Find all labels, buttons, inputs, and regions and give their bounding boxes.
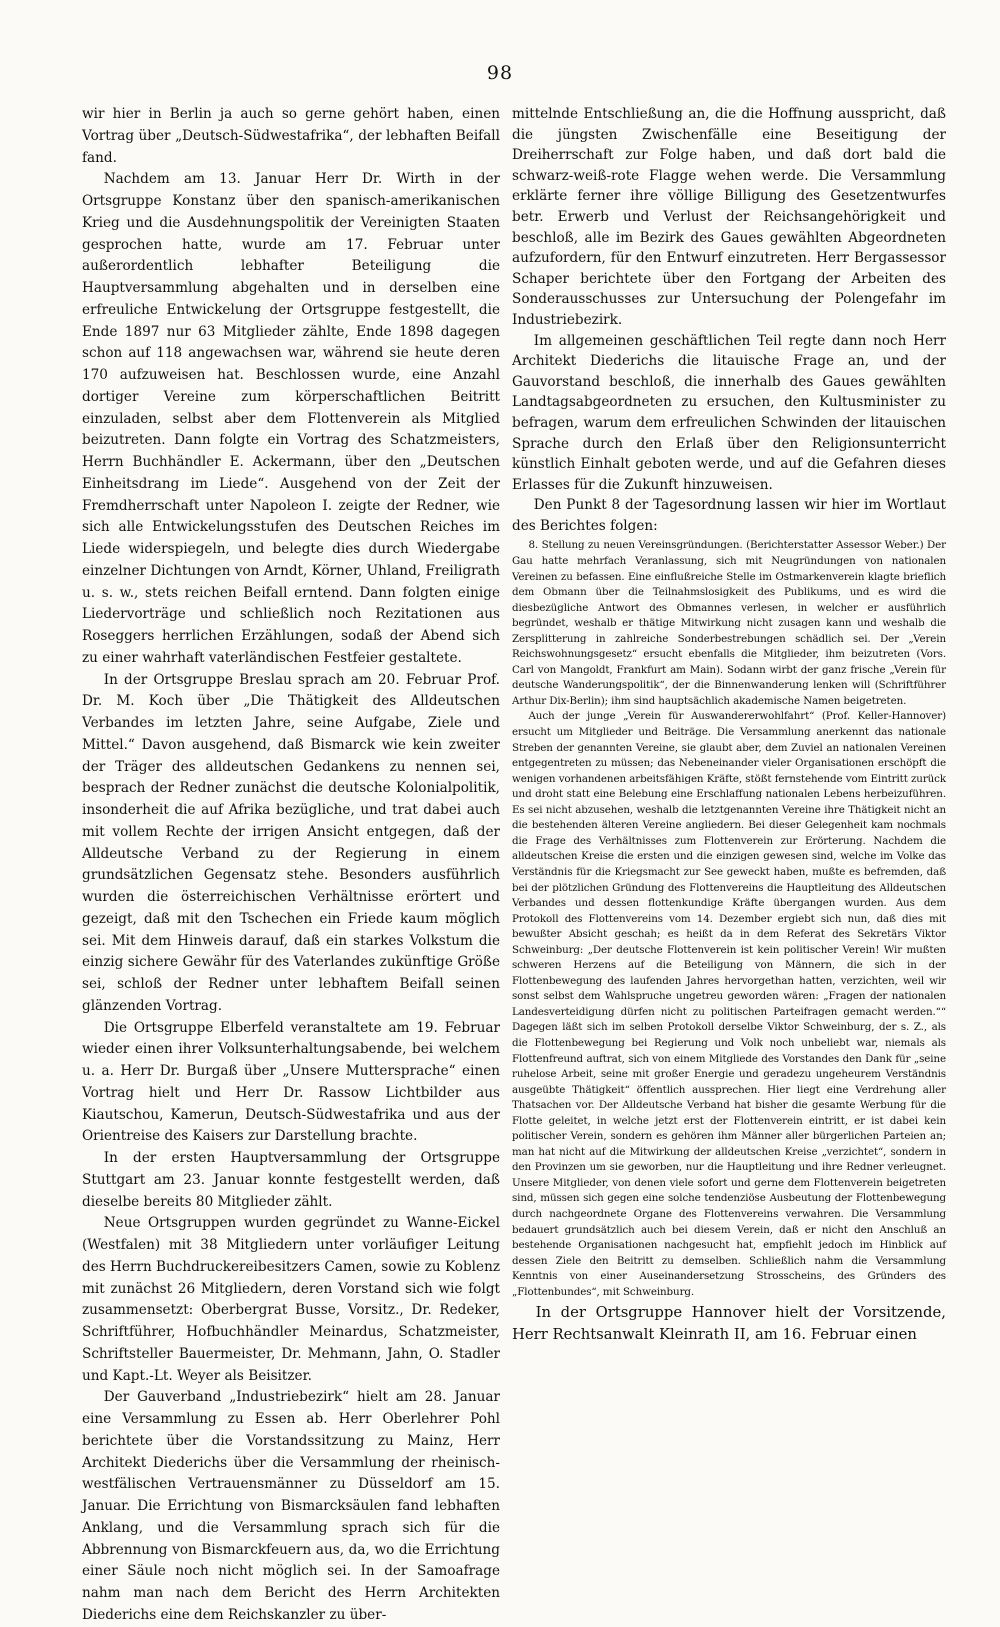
paragraph: mittelnde Entschließung an, die die Hoffnung ausspricht, daß die jüngsten Zwischenfälle eine Beseitigung der Dreiherrschaft zur Folge haben, und daß dort bald die schwarz-weiß-rote Flagge wehen werde. Die Versammlung erklärte ferner ihre völlige Billigung des Gesetzentwurfes betr. Erwerb und Verlust der Reichsangehörigkeit und beschloß, alle im Bezirk des Gaues gewählten Abgeordneten aufzufordern, für den Entwurf einzutreten. Herr Bergassessor Schaper berichtete über den Fortgang der Arbeiten des Sonderausschusses zur Untersuchung der Polengefahr im Industriebezirk. [512,106,946,328]
paragraph: In der Ortsgruppe Hannover hielt der Vorsitzende, Herr Rechtsanwalt Kleinrath II, am 16. Februar einen [512,1304,946,1344]
paragraph: Im allgemeinen geschäftlichen Teil regte dann noch Herr Architekt Diederichs die litauische Frage an, und der Gauvorstand beschloß, die innerhalb des Gaues gewählten Landtagsabgeordneten zu ersuchen, den Kultusminister zu befragen, warum dem erfreulichen Schwinden der litauischen Sprache durch den Erlaß über den Religionsunterricht künstlich Einhalt geboten werde, und auf die Gefahren dieses Erlasses für die Zukunft hinzuweisen. [512,332,946,493]
paragraph: In der Ortsgruppe Breslau sprach am 20. Februar Prof. Dr. M. Koch über „Die Thätigkeit des Alldeutschen Verbandes im letzten Jahre, seine Aufgabe, Ziele und Mittel.“ Davon ausgehend, daß Bismarck wie kein zweiter der Träger des alldeutschen Gedankens zu nennen sei, besprach der Redner zunächst die deutsche Kolonialpolitik, insonderheit die auf Afrika bezügliche, und trat dabei auch mit vollem Rechte der irrigen Ansicht entgegen, daß der Alldeutsche Verband zu der Regierung in einem grundsätzlichen Gegensatz stehe. Besonders ausführlich wurden die österreichischen Verhältnisse erörtert und gezeigt, daß mit den Tschechen ein Friede kaum möglich sei. Mit dem Hinweis darauf, daß ein starkes Volkstum die einzig sichere Gewähr für des Vaterlandes zukünftige Größe sei, schloß der Redner unter lebhaftem Beifall seinen glänzenden Vortrag. [82,671,500,1014]
left-column [82,104,500,1623]
paragraph: Die Ortsgruppe Elberfeld veranstaltete am 19. Februar wieder einen ihrer Volksunterhaltungsabende, bei welchem u. a. Herr Dr. Burgaß über „Unsere Muttersprache“ einen Vortrag hielt und Herr Dr. Rassow Lichtbilder aus Kiautschou, Kamerun, Deutsch-Südwestafrika und aus der Orientreise des Kaisers zur Darstellung brachte. [82,1019,500,1145]
paragraph: Neue Ortsgruppen wurden gegründet zu Wanne-Eickel (Westfalen) mit 38 Mitgliedern unter vorläufiger Leitung des Herrn Buchdruckereibesitzers Camen, sowie zu Koblenz mit zunächst 26 Mitgliedern, deren Vorstand sich wie folgt zusammensetzt: Oberbergrat Busse, Vorsitz., Dr. Redeker, Schriftführer, Hofbuchhändler Meinardus, Schatzmeister, Schriftsteller Bauermeister, Dr. Mehmann, Jahn, O. Stadler und Kapt.-Lt. Weyer als Beisitzer. [82,1215,500,1384]
paragraph: In der ersten Hauptversammlung der Ortsgruppe Stuttgart am 23. Januar konnte festgestellt werden, daß dieselbe bereits 80 Mitglieder zählt. [82,1150,500,1210]
paragraph: wir hier in Berlin ja auch so gerne gehört haben, einen Vortrag über „Deutsch-Südwestafrika“, der lebhaften Beifall fand. [82,106,500,166]
report-paragraph: 8. Stellung zu neuen Vereinsgründungen. (Berichterstatter Assessor Weber.) Der Gau hatte mehrfach Veranlassung, sich mit Neugründungen von nationalen Vereinen zu befassen. Eine einflußreiche Stelle im Ostmarkenverein klagte brieflich dem Obmann über die Teilnahmslosigkeit des Publikums, und es wird die diesbezügliche Antwort des Obmannes verlesen, in welcher er ausführlich begründet, weshalb er thätige Mitwirkung nicht zusagen kann und weshalb die Zersplitterung in zahlreiche Sonderbestrebungen schädlich sei. Der „Verein Reichswohnungsgesetz“ ersucht ebenfalls die Mitglieder, ihm beizutreten (Vors. Carl von Mangoldt, Frankfurt am Main). Sodann wirbt der ganz frische „Verein für deutsche Wanderungspolitik“, der die Binnenwanderung lenken will (Schriftführer Arthur Dix-Berlin); ihm sind hauptsächlich akademische Namen beigetreten. [512,539,946,707]
paragraph: Der Gauverband „Industriebezirk“ hielt am 28. Januar eine Versammlung zu Essen ab. Herr Oberlehrer Pohl berichtete über die Vorstandssitzung zu Mainz, Herr Architekt Diederichs über die Versammlung der rheinisch-westfälischen Vertrauensmänner zu Düsseldorf am 15. Januar. Die Errichtung von Bismarcksäulen fand lebhaften Anklang, und die Versammlung sprach sich für die Abbrennung von Bismarckfeuern aus, da, wo die Errichtung einer Säule noch nicht möglich sei. In der Samoafrage nahm man nach dem Bericht des Herrn Architekten Diederichs eine dem Reichskanzler zu über- [82,1389,500,1623]
page-number: 98 [486,62,514,84]
right-column [512,104,946,1400]
paragraph: Den Punkt 8 der Tagesordnung lassen wir hier im Wortlaut des Berichtes folgen: [512,497,946,534]
paragraph: Nachdem am 13. Januar Herr Dr. Wirth in der Ortsgruppe Konstanz über den spanisch-amerikanischen Krieg und die Ausdehnungspolitik der Vereinigten Staaten gesprochen hatte, wurde am 17. Februar unter außerordentlich lebhafter Beteiligung die Hauptversammlung abgehalten und in derselben eine erfreuliche Entwickelung der Ortsgruppe festgestellt, die Ende 1897 nur 63 Mitglieder zählte, Ende 1898 dagegen schon auf 118 angewachsen war, während sie heute deren 170 aufzuweisen hat. Beschlossen wurde, eine Anzahl dortiger Vereine zum körperschaftlichen Beitritt einzuladen, selbst aber dem Flottenverein als Mitglied beizutreten. Dann folgte ein Vortrag des Schatzmeisters, Herrn Buchhändler E. Ackermann, über den „Deutschen Einheitsdrang im Liede“. Ausgehend von der Zeit der Fremdherrschaft unter Napoleon I. zeigte der Redner, wie sich alle Entwickelungsstufen des Deutschen Reiches im Liede widerspiegeln, und belegte dies durch Wiedergabe einzelner Dichtungen von Arndt, Körner, Uhland, Freiligrath u. s. w., stets reichen Beifall erntend. Dann folgten einige Liedervorträge und schließlich noch Rezitationen aus Roseggers herrlichen Erzählungen, sodaß der Abend sich zu einer wahrhaft vaterländischen Festfeier gestaltete. [82,171,500,666]
report-paragraph: Auch der junge „Verein für Auswandererwohlfahrt“ (Prof. Keller-Hannover) ersucht um Mitglieder und Beiträge. Die Versammlung anerkennt das nationale Streben der genannten Vereine, sie glaubt aber, dem Zuviel an nationalen Vereinen entgegentreten zu müssen; das Nebeneinander vieler Organisationen erschöpft die wenigen vorhandenen arbeitsfähigen Kräfte, stößt fernstehende vom Eintritt zurück und droht statt eine Belebung eine Erschlaffung nationalen Lebens herbeizuführen. Es sei nicht abzusehen, weshalb die letztgenannten Vereine ihre Thätigkeit nicht an die bestehenden älteren Vereine angliedern. Bei dieser Gelegenheit kam nochmals die Frage des Verhältnisses zum Flottenverein zur Erörterung. Nachdem die alldeutschen Kreise die ersten und die einzigen gewesen sind, welche im Volke das Verständnis für die Kriegsmacht zur See geweckt haben, mußte es befremden, daß bei der plötzlichen Gründung des Flottenvereins die Hauptleitung des Alldeutschen Verbandes und dessen flottenkundige Kräfte übergangen wurden. Aus dem Protokoll des Flottenvereins vom 14. Dezember ergiebt sich nun, daß dies mit bewußter Absicht geschah; es heißt da in dem Referat des Sekretärs Viktor Schweinburg: „Der deutsche Flottenverein ist kein politischer Verein! Wir mußten schweren Herzens auf die Beteiligung von Männern, die sich in der Flottenbewegung des laufenden Jahres hervorgethan hatten, verzichten, weil wir sonst selbst dem Wahlspruche ungetreu geworden wären: „Fragen der nationalen Landesverteidigung dürfen nicht zu politischen Parteifragen gemacht werden.““ Dagegen läßt sich im selben Protokoll derselbe Viktor Schweinburg, der s. Z., als die Flottenbewegung bei Regierung und Volk noch unbeliebt war, niemals als Flottenfreund auftrat, sich von einem Mitgliede des Vorstandes den Dank für „seine ruhelose Arbeit, seine mit großer Energie und geradezu ungeheurem Verständnis ausgeübte Thätigkeit“ öffentlich aussprechen. Hier liegt eine Verdrehung aller Thatsachen vor. Der Alldeutsche Verband hat bisher die gesamte Werbung für die Flotte geleitet, in welche jetzt erst der Flottenverein eintritt, er ist dabei kein politischer Verein, sondern es gehören ihm Männer aller bürgerlichen Parteien an; man hat nicht auf die Mitwirkung der alldeutschen Kreise „verzichtet“, sondern in den Provinzen um sie geworben, nur die Hauptleitung und ihre Redner verleugnet. Unsere Mitglieder, von denen viele sofort und gerne dem Flottenverein beigetreten sind, müssen sich gegen eine solche tendenziöse Ausbeutung der Flottenbewegung durch nachgeordnete Organe des Flottenvereins verwahren. Die Versammlung bedauert grundsätzlich auch bei diesem Verein, daß er nicht den Anschluß an bestehende Organisationen nachgesucht hat, empfiehlt jedoch im Hinblick auf dessen Ziele den Beitritt zu demselben. Schließlich nahm die Versammlung Kenntnis von einer Auseinandersetzung Strosscheins, des Gründers des „Flottenbundes“, mit Schweinburg. [512,710,946,1298]
